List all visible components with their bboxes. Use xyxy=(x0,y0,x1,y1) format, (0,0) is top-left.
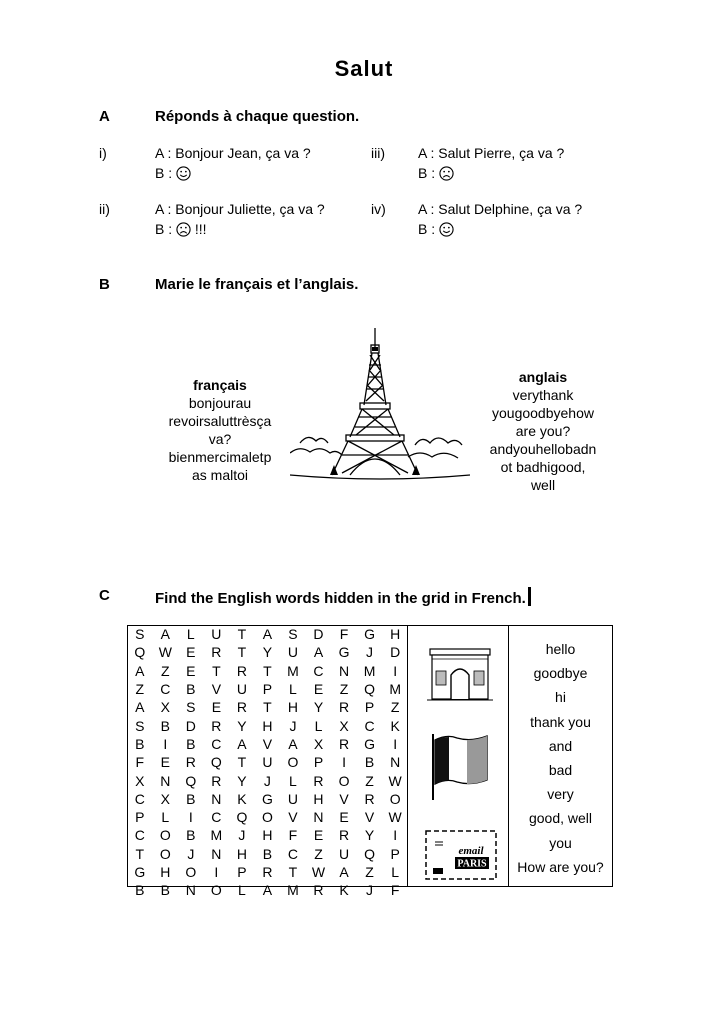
question-iv-prompt: A : Salut Delphine, ça va ? xyxy=(418,201,583,217)
question-ii-extra: !!! xyxy=(194,221,207,237)
grid-cell: O xyxy=(159,845,171,862)
grid-cell: X xyxy=(160,699,170,716)
grid-cell: P xyxy=(135,809,145,826)
grid-cell: R xyxy=(313,882,324,899)
grid-frame xyxy=(127,625,408,887)
anglais-heading: anglais xyxy=(518,369,568,385)
grid-cell: A xyxy=(262,882,273,899)
grid-cell: B xyxy=(135,882,145,899)
grid-cell: Y xyxy=(262,644,273,661)
text-cursor xyxy=(528,587,531,606)
grid-cell: A xyxy=(339,864,349,880)
word-list-item: very xyxy=(547,786,574,803)
anglais-line: yougoodbyehow xyxy=(492,405,594,421)
email-paris-stamp-icon xyxy=(425,830,497,880)
grid-cell: X xyxy=(135,772,145,789)
francais-line: as maltoi xyxy=(191,467,249,483)
question-ii-prompt: A : Bonjour Juliette, ça va ? xyxy=(155,201,325,217)
word-list-item: bad xyxy=(548,761,573,778)
grid-cell: R xyxy=(313,772,324,789)
grid-cell: A xyxy=(313,644,324,661)
grid-cell: L xyxy=(289,772,297,789)
grid-cell: Y xyxy=(313,699,324,716)
grid-cell: U xyxy=(287,790,299,807)
word-list xyxy=(509,637,612,879)
grid-cell: T xyxy=(237,644,247,661)
grid-cell: A xyxy=(160,626,170,643)
frown-icon xyxy=(176,222,191,237)
grid-cell: P xyxy=(390,845,400,862)
grid-cell: S xyxy=(135,626,145,643)
grid-cell: Q xyxy=(364,681,375,698)
section-c-letter: C xyxy=(99,587,110,604)
francais-line: va? xyxy=(208,431,232,447)
grid-cell: C xyxy=(160,681,171,698)
eiffel-tower-illustration xyxy=(290,325,470,490)
grid-cell: V xyxy=(364,809,375,826)
question-ii-b-prefix: B : xyxy=(155,221,173,237)
grid-cell: R xyxy=(236,699,247,716)
grid-cell: R xyxy=(364,790,375,807)
section-a-letter: A xyxy=(99,108,110,125)
grid-cell: K xyxy=(339,882,349,899)
grid-cell: W xyxy=(388,809,402,826)
grid-cell: H xyxy=(390,626,401,643)
grid-cell: C xyxy=(134,790,145,807)
question-iv xyxy=(418,199,582,239)
anglais-word-block xyxy=(468,368,618,494)
grid-cell: U xyxy=(287,644,299,661)
question-iv-number: iv) xyxy=(371,201,386,217)
grid-cell: M xyxy=(389,681,401,698)
grid-cell: M xyxy=(287,662,299,679)
grid-cell: E xyxy=(160,754,170,771)
grid-cell: X xyxy=(160,790,170,807)
grid-cell: S xyxy=(135,717,145,734)
grid-cell: B xyxy=(186,681,196,698)
grid-cell: I xyxy=(214,864,219,880)
grid-cell: T xyxy=(263,699,272,716)
francais-line: bonjourau xyxy=(188,395,252,411)
grid-cell: J xyxy=(366,882,374,899)
word-list-item: How are you? xyxy=(517,858,604,875)
grid-cell: F xyxy=(135,754,145,771)
grid-cell: T xyxy=(135,845,145,862)
question-iii-number: iii) xyxy=(371,145,385,161)
french-flag-icon xyxy=(427,730,493,802)
grid-cell: Y xyxy=(237,772,247,789)
question-iii-prompt: A : Salut Pierre, ça va ? xyxy=(418,145,565,161)
grid-cell: X xyxy=(339,717,349,734)
grid-cell: D xyxy=(390,644,401,661)
grid-cell: H xyxy=(262,827,273,844)
grid-cell: E xyxy=(313,681,324,698)
grid-cell: V xyxy=(211,681,222,698)
grid-cell: A xyxy=(135,662,145,679)
grid-cell: J xyxy=(238,827,246,844)
grid-cell: L xyxy=(161,809,170,826)
grid-cell: B xyxy=(186,827,196,844)
anglais-line: andyouhellobadn xyxy=(489,441,597,457)
grid-cell: R xyxy=(262,864,273,880)
question-i-number: i) xyxy=(99,145,107,161)
grid-cell: F xyxy=(288,827,298,844)
grid-cell: Z xyxy=(365,772,374,789)
grid-cell: R xyxy=(338,699,350,716)
grid-cell: H xyxy=(287,699,299,716)
grid-cell: N xyxy=(160,772,171,789)
word-list-item: you xyxy=(549,834,572,851)
smile-icon xyxy=(439,222,454,237)
grid-cell: P xyxy=(313,754,324,771)
grid-cell: Q xyxy=(134,644,146,661)
question-i-prompt: A : Bonjour Jean, ça va ? xyxy=(155,145,311,161)
grid-cell: V xyxy=(339,790,349,807)
section-c-instruction-text: Find the English words hidden in the grid in French. xyxy=(155,590,526,607)
grid-cell: Z xyxy=(135,681,145,698)
grid-cell: I xyxy=(393,662,398,679)
word-list-item: goodbye xyxy=(533,665,588,682)
question-ii xyxy=(155,199,325,239)
question-i-b-prefix: B : xyxy=(155,165,173,181)
word-search-panel xyxy=(127,625,613,899)
question-iii-b-prefix: B : xyxy=(418,165,436,181)
grid-cell: R xyxy=(211,644,222,661)
grid-cell: L xyxy=(237,882,246,899)
grid-cell: O xyxy=(159,827,171,844)
divider xyxy=(407,886,613,887)
grid-cell: U xyxy=(338,845,350,862)
grid-cell: G xyxy=(364,626,375,643)
grid-cell: H xyxy=(262,717,273,734)
grid-cell: O xyxy=(287,754,299,771)
grid-cell: A xyxy=(135,699,145,716)
grid-cell: G xyxy=(261,790,273,807)
grid-cell: C xyxy=(364,717,375,734)
grid-cell: Z xyxy=(339,681,349,698)
word-list-item: thank you xyxy=(530,713,591,730)
grid-cell: E xyxy=(186,644,196,661)
word-list-item: good, well xyxy=(528,810,593,827)
grid-cell: B xyxy=(160,882,170,899)
word-list-item: and xyxy=(548,737,573,754)
grid-cell: Q xyxy=(185,772,197,789)
grid-cell: A xyxy=(262,626,273,643)
grid-cell: C xyxy=(211,735,222,752)
francais-line: bienmercimaletp xyxy=(168,449,272,465)
grid-cell: T xyxy=(263,662,272,679)
grid-cell: V xyxy=(288,809,298,826)
grid-cell: I xyxy=(393,827,398,844)
grid-cell: I xyxy=(393,735,398,752)
section-c-instruction xyxy=(155,587,531,607)
grid-cell: B xyxy=(186,790,196,807)
grid-cell: L xyxy=(289,681,297,698)
grid-cell: B xyxy=(160,717,170,734)
grid-cell: K xyxy=(390,717,400,734)
grid-cell: H xyxy=(236,845,247,862)
grid-cell: Q xyxy=(236,809,248,826)
question-iv-b-prefix: B : xyxy=(418,221,436,237)
section-b-letter: B xyxy=(99,276,110,293)
grid-cell: W xyxy=(388,772,402,789)
grid-cell: F xyxy=(390,882,400,899)
grid-cell: M xyxy=(210,827,223,844)
grid-cell: Y xyxy=(364,827,375,844)
grid-cell: C xyxy=(211,809,222,826)
grid-cell: Z xyxy=(161,662,170,679)
grid-cell: R xyxy=(236,662,247,679)
grid-cell: E xyxy=(211,699,222,716)
divider xyxy=(612,625,613,887)
grid-cell: O xyxy=(185,864,197,880)
grid-cell: J xyxy=(263,772,271,789)
grid-cell: M xyxy=(363,662,376,679)
grid-cell: N xyxy=(390,754,401,771)
grid-cell: H xyxy=(313,790,324,807)
divider xyxy=(407,625,613,626)
grid-cell: W xyxy=(158,644,172,661)
anglais-line: are you? xyxy=(515,423,571,439)
grid-cell: C xyxy=(134,827,145,844)
grid-cell: F xyxy=(339,626,349,643)
word-list-item: hello xyxy=(545,641,576,657)
grid-cell: A xyxy=(237,735,247,752)
grid-cell: B xyxy=(135,735,145,752)
grid-cell: P xyxy=(364,699,375,716)
question-iii xyxy=(418,143,564,183)
section-b-instruction: Marie le français et l’anglais. xyxy=(155,276,359,293)
grid-cell: S xyxy=(186,699,196,716)
grid-cell: O xyxy=(261,809,273,826)
grid-cell: T xyxy=(288,864,298,880)
grid-cell: L xyxy=(186,626,195,643)
stamp-paris-text: PARIS xyxy=(457,858,487,870)
grid-cell: R xyxy=(211,717,222,734)
grid-cell: C xyxy=(313,662,324,679)
grid-cell: I xyxy=(342,754,346,771)
stamp-email-text: email xyxy=(458,845,484,857)
anglais-line: ot badhigood, xyxy=(500,459,586,475)
question-ii-number: ii) xyxy=(99,201,110,217)
grid-cell: A xyxy=(288,735,298,752)
anglais-line: verythank xyxy=(512,387,574,403)
question-i xyxy=(155,143,311,183)
grid-cell: H xyxy=(160,864,171,880)
grid-cell: N xyxy=(185,882,196,899)
grid-cell: N xyxy=(313,809,324,826)
grid-cell: N xyxy=(211,790,222,807)
grid-cell: E xyxy=(339,809,349,826)
grid-cell: E xyxy=(186,662,196,679)
grid-cell: O xyxy=(338,772,350,789)
grid-cell: T xyxy=(237,626,247,643)
grid-cell: R xyxy=(338,827,350,844)
frown-icon xyxy=(439,166,454,181)
grid-cell: P xyxy=(262,681,273,698)
grid-cell: R xyxy=(185,754,196,771)
grid-cell: I xyxy=(188,809,193,826)
grid-cell: R xyxy=(338,735,350,752)
word-list-item: hi xyxy=(555,689,566,706)
grid-cell: N xyxy=(338,662,350,679)
grid-cell: D xyxy=(185,717,196,734)
grid-cell: G xyxy=(134,864,146,880)
grid-cell: Z xyxy=(365,864,374,880)
grid-cell: R xyxy=(211,772,222,789)
grid-cell: J xyxy=(187,845,195,862)
grid-cell: B xyxy=(364,754,375,771)
smile-icon xyxy=(176,166,191,181)
grid-cell: U xyxy=(236,681,247,698)
grid-cell: J xyxy=(289,717,297,734)
francais-word-block xyxy=(150,376,290,484)
grid-cell: L xyxy=(391,864,400,880)
grid-cell: V xyxy=(262,735,273,752)
anglais-line: well xyxy=(530,477,556,493)
grid-cell: B xyxy=(186,735,196,752)
grid-cell: K xyxy=(237,790,247,807)
section-a-instruction: Réponds à chaque question. xyxy=(155,108,360,125)
grid-cell: E xyxy=(313,827,324,844)
grid-cell: I xyxy=(163,735,168,752)
grid-cell: S xyxy=(288,626,298,643)
grid-cell: U xyxy=(262,754,273,771)
grid-cell: T xyxy=(212,662,221,679)
grid-cell: Q xyxy=(364,845,375,862)
grid-cell: X xyxy=(313,735,324,752)
grid-cell: Q xyxy=(210,754,222,771)
grid-cell: G xyxy=(364,735,375,752)
grid-cell: B xyxy=(262,845,273,862)
grid-cell: D xyxy=(313,626,324,643)
grid-cell: O xyxy=(389,790,401,807)
grid-cell: M xyxy=(287,882,299,899)
grid-cell: T xyxy=(237,754,247,771)
grid-cell: O xyxy=(210,882,222,899)
grid-cell: N xyxy=(211,845,222,862)
grid-cell: W xyxy=(311,864,326,880)
francais-line: revoirsaluttrèsça xyxy=(168,413,272,429)
grid-cell: C xyxy=(287,845,299,862)
grid-cell: P xyxy=(237,864,247,880)
grid-cell: Y xyxy=(237,717,247,734)
grid-cell: Z xyxy=(390,699,400,716)
francais-heading: français xyxy=(193,377,247,393)
grid-cell: Z xyxy=(314,845,323,862)
grid-cell: G xyxy=(338,644,350,661)
grid-cell: U xyxy=(211,626,222,643)
page-title: Salut xyxy=(334,56,394,81)
grid-cell: L xyxy=(314,717,323,734)
arc-de-triomphe-icon xyxy=(427,645,493,701)
grid-cell: J xyxy=(366,644,374,661)
